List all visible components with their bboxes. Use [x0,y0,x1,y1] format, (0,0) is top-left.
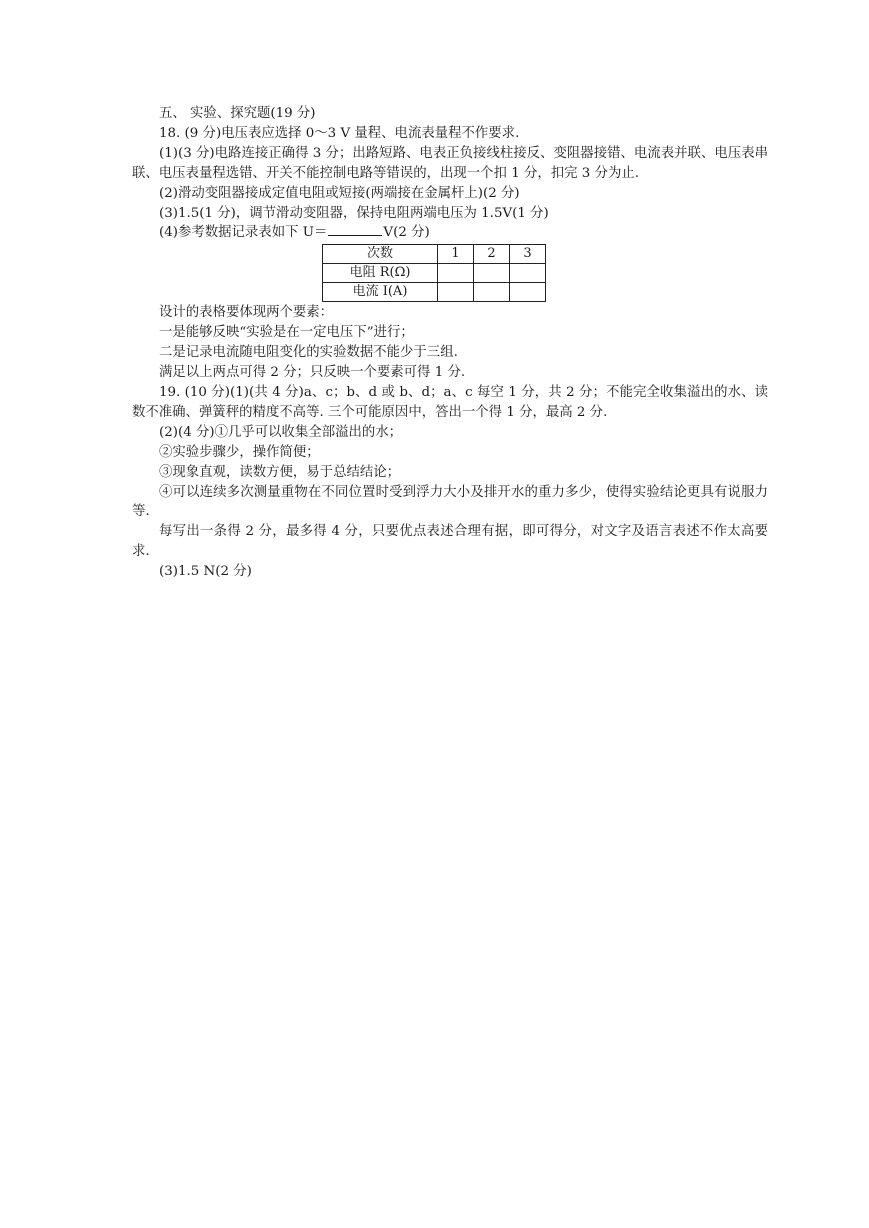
table-header-cell: 2 [474,245,510,264]
q19-advantage-2: ②实验步骤少，操作简便； [159,444,320,460]
table-cell [438,283,474,302]
table-header-cell: 次数 [323,245,438,264]
requirement-1: 一是能够反映“实验是在一定电压下”进行； [159,325,414,341]
table-row [323,264,546,283]
q19-advantage-3: ③现象直观，读数方便，易于总结结论； [159,464,401,480]
row-label-current: 电流 I(A) [323,283,438,302]
table-header-cell: 3 [510,245,546,264]
q18-part4 [132,223,768,243]
table-cell [438,264,474,283]
q18-part4-unit: V(2 分) [383,225,430,241]
q19-part3: (3)1.5 N(2 分) [159,564,252,580]
table-header-row [323,245,546,264]
table-cell [510,283,546,302]
table-cell [474,283,510,302]
answer-document [132,104,768,582]
q18-part3: (3)1.5(1 分)，调节滑动变阻器，保持电阻两端电压为 1.5V(1 分) [159,205,549,221]
requirement-scoring: 满足以上两点可得 2 分；只反映一个要素可得 1 分. [159,365,466,381]
q18-part4-text: (4)参考数据记录表如下 U＝ [159,225,328,241]
q19-part1: 19. (10 分)(1)(共 4 分)a、c；b、d 或 b、d；a、c 每空 1 分，共 2 分；不能完全收集溢出的水、读数不准确、弹簧秤的精度不高等. 三个可能原因中，答出一个得 1 分，最高 2 分. [132,384,768,420]
voltage-blank [328,223,382,236]
requirement-2: 二是记录电流随电阻变化的实验数据不能少于三组. [159,345,458,361]
q19-scoring: 每写出一条得 2 分，最多得 4 分，只要优点表述合理有据，即可得分，对文字及语言表述不作太高要求. [132,524,768,560]
record-table [322,244,546,302]
q18-intro: 18. (9 分)电压表应选择 0～3 V 量程、电流表量程不作要求. [159,125,520,141]
q19-part2: (2)(4 分)①几乎可以收集全部溢出的水； [159,424,403,440]
requirements-intro: 设计的表格要体现两个要素： [159,305,334,321]
table-cell [510,264,546,283]
table-header-cell: 1 [438,245,474,264]
q19-advantage-4: ④可以连续多次测量重物在不同位置时受到浮力大小及排开水的重力多少，使得实验结论更具有说服力等. [132,484,768,520]
table-row [323,283,546,302]
table-cell [474,264,510,283]
section-title: 五、 实验、探究题(19 分) [159,106,316,121]
row-label-resistance: 电阻 R(Ω) [323,264,438,283]
q18-part2: (2)滑动变阻器接成定值电阻或短接(两端接在金属杆上)(2 分) [159,185,520,201]
q18-part1: (1)(3 分)电路连接正确得 3 分；出路短路、电表正负接线柱接反、变阻器接错、电流表并联、电压表串联、电压表量程选错、开关不能控制电路等错误的，出现一个扣 1 分，扣完 3 分为止. [132,145,768,181]
record-table-wrapper [322,244,768,302]
